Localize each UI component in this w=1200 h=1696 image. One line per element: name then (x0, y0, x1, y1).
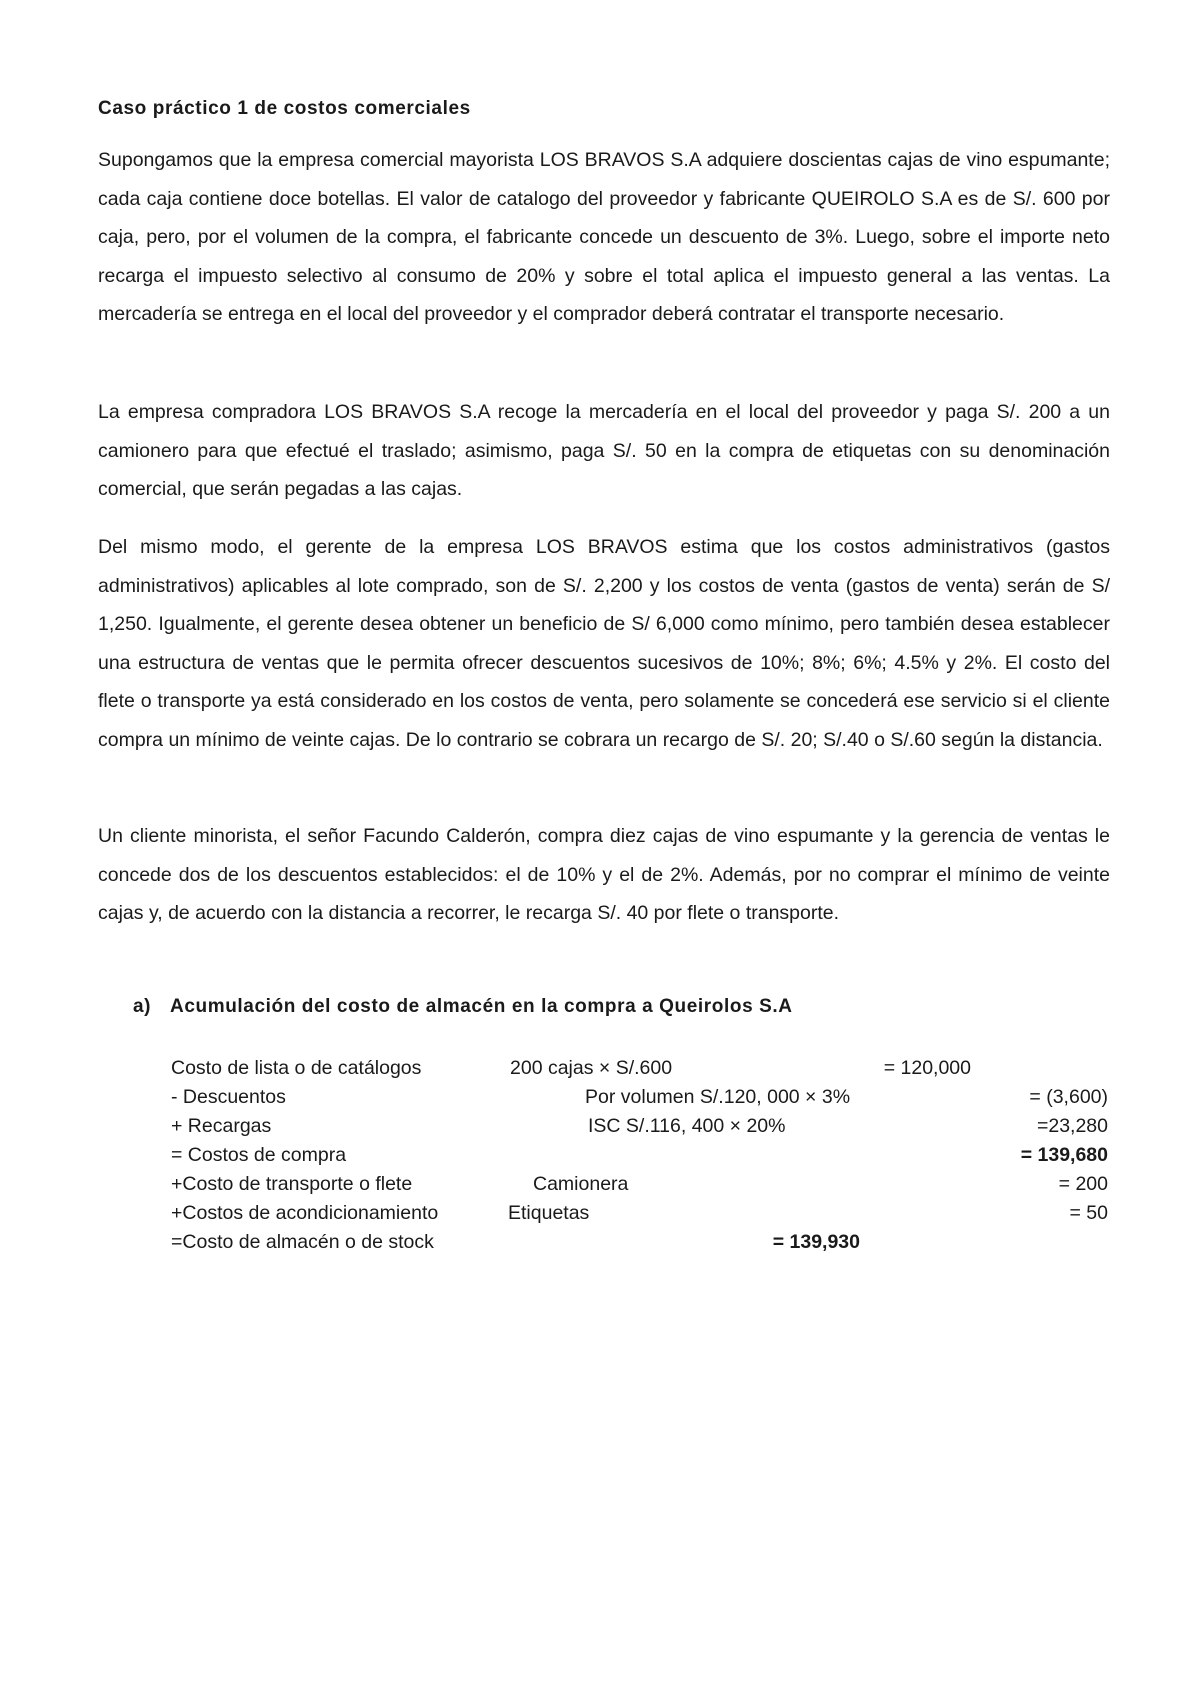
cost-row-value: = 200 (1058, 1173, 1108, 1195)
cost-row-list-price (0, 1054, 1200, 1083)
cost-row-stock-cost (0, 1228, 1200, 1257)
cost-row-label: + Recargas (171, 1115, 272, 1137)
paragraph-transport: La empresa compradora LOS BRAVOS S.A recoge la mercadería en el local del proveedor y paga S/. 200 a un camionero para que efectué el traslado; asimismo, paga S/. 50 en la compra de etiquetas con su denominación comercial, que serán pegadas a las cajas. (98, 401, 1110, 500)
cost-row-label: - Descuentos (171, 1086, 286, 1108)
cost-row-desc: 200 cajas × S/.600 (510, 1057, 673, 1079)
cost-row-label: +Costo de transporte o flete (171, 1173, 413, 1195)
paragraph-client: Un cliente minorista, el señor Facundo Calderón, compra diez cajas de vino espumante y la gerencia de ventas le concede dos de los descuentos establecidos: el de 10% y el de 2%. Además, por no comprar el mínimo de veinte cajas y, de acuerdo con la distancia a recorrer, le recarga S/. 40 por flete o transporte. (98, 825, 1110, 924)
cost-row-label: +Costos de acondicionamiento (171, 1202, 439, 1224)
cost-row-desc: Camionera (533, 1173, 629, 1195)
section-a-title: Acumulación del costo de almacén en la compra a Queirolos S.A (170, 996, 793, 1017)
cost-row-freight (0, 1170, 1200, 1199)
document-title: Caso práctico 1 de costos comerciales (98, 98, 471, 119)
cost-row-desc: ISC S/.116, 400 × 20% (588, 1115, 786, 1137)
cost-row-label: Costo de lista o de catálogos (171, 1057, 422, 1079)
cost-row-label: =Costo de almacén o de stock (171, 1231, 434, 1253)
cost-row-desc: Por volumen S/.120, 000 × 3% (585, 1086, 851, 1108)
cost-row-desc: Etiquetas (508, 1202, 590, 1224)
cost-row-label: = Costos de compra (171, 1144, 347, 1166)
cost-row-conditioning (0, 1199, 1200, 1228)
cost-row-value: = 120,000 (883, 1057, 971, 1079)
cost-row-value: = (3,600) (1029, 1086, 1108, 1108)
paragraph-costs: Del mismo modo, el gerente de la empresa LOS BRAVOS estima que los costos administrativos (gastos administrativos) aplicables al lote comprado, son de S/. 2,200 y los costos de venta (gastos de venta) serán de S/ 1,250. Igualmente, el gerente desea obtener un beneficio de S/ 6,000 como mínimo, pero también desea establecer una estructura de ventas que le permita ofrecer descuentos sucesivos de 10%; 8%; 6%; 4.5% y 2%. El costo del flete o transporte ya está considerado en los costos de venta, pero solamente se concederá ese servicio si el cliente compra un mínimo de veinte cajas. De lo contrario se cobrara un recargo de S/. 20; S/.40 o S/.60 según la distancia. (98, 536, 1110, 751)
paragraph-purchase: Supongamos que la empresa comercial mayorista LOS BRAVOS S.A adquiere doscientas cajas de vino espumante; cada caja contiene doce botellas. El valor de catalogo del proveedor y fabricante QUEIROLO S.A es de S/. 600 por caja, pero, por el volumen de la compra, el fabricante concede un descuento de 3%. Luego, sobre el importe neto recarga el impuesto selectivo al consumo de 20% y sobre el total aplica el impuesto general a las ventas. La mercadería se entrega en el local del proveedor y el comprador deberá contratar el transporte necesario. (98, 149, 1110, 325)
cost-row-discounts (0, 1083, 1200, 1112)
cost-row-purchase-cost (0, 1141, 1200, 1170)
section-a-marker: a) (133, 996, 152, 1017)
cost-row-surcharges (0, 1112, 1200, 1141)
cost-row-value: =23,280 (1036, 1115, 1108, 1137)
cost-row-value: = 139,680 (1020, 1144, 1108, 1166)
cost-row-value: = 139,930 (772, 1231, 860, 1253)
section-a-heading (133, 996, 793, 1018)
cost-row-value: = 50 (1069, 1202, 1108, 1224)
